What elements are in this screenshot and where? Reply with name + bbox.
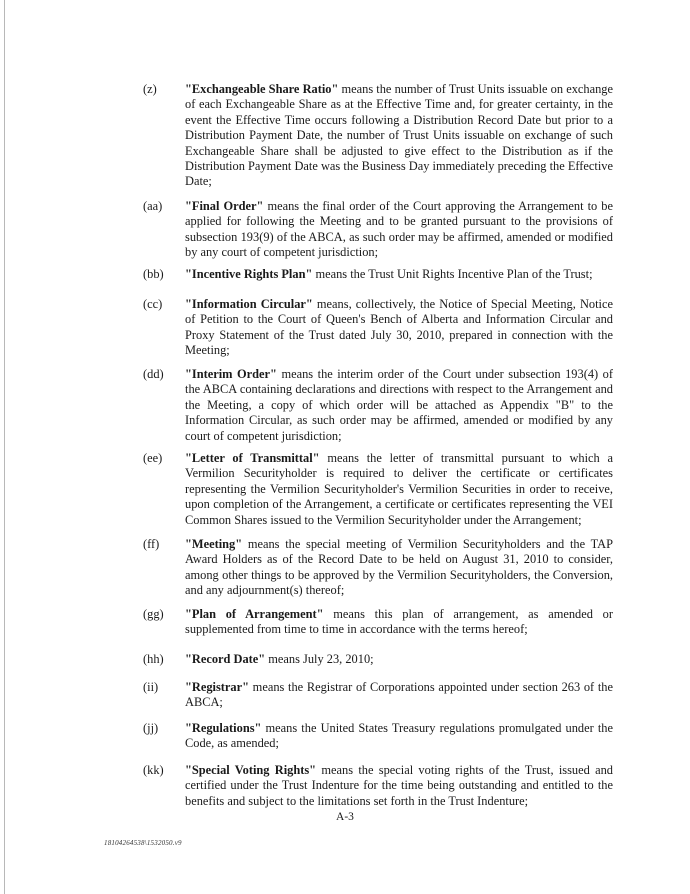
- page-number: A-3: [336, 811, 354, 823]
- definition-text: means the interim order of the Court under subsection 193(4) of the ABCA containing declarations and directions with respect to the Arrangement and the Meeting, a copy of which order will be attached as Appendix "B" to the Information Circular, as such order may be affirmed, amended or modified by any court of competent jurisdiction;: [185, 367, 613, 443]
- definition-term: "Meeting": [185, 537, 243, 551]
- definition-term: "Regulations": [185, 721, 262, 735]
- definition-label: (bb): [143, 267, 164, 281]
- definition-text: means the special voting rights of the Trust, issued and certified under the Trust Indenture for the time being outstanding and entitled to the benefits and subject to the limitations set forth in the Trust Indenture;: [185, 763, 613, 808]
- definition-body: [185, 297, 613, 359]
- definition-text: means the United States Treasury regulations promulgated under the Code, as amended;: [185, 721, 613, 751]
- definition-label: (cc): [143, 297, 163, 311]
- definition-body: [185, 267, 613, 282]
- definition-term: "Interim Order": [185, 367, 277, 381]
- definition-term: "Incentive Rights Plan": [185, 267, 313, 281]
- definition-text: means, collectively, the Notice of Special Meeting, Notice of Petition to the Court of Queen's Bench of Alberta and Information Circular and Proxy Statement of the Trust dated July 30, 2010, prepared in connection with the Meeting;: [185, 297, 614, 358]
- definition-term: "Information Circular": [185, 297, 313, 311]
- definition-label: (jj): [143, 721, 159, 735]
- definition-label: (aa): [143, 199, 163, 213]
- definition-text: means the final order of the Court approving the Arrangement to be applied for following the Meeting and to be granted pursuant to the provisions of subsection 193(9) of the ABCA, as such order may be affirmed, amended or modified by any court of competent jurisdiction;: [185, 199, 613, 260]
- definition-term: "Registrar": [185, 680, 249, 694]
- definition-body: [185, 721, 613, 752]
- definition-text: means the Trust Unit Rights Incentive Plan of the Trust;: [312, 267, 593, 281]
- definition-label: (hh): [143, 652, 164, 666]
- definition-term: "Final Order": [185, 199, 264, 213]
- definition-body: [185, 680, 613, 711]
- definition-label: (kk): [143, 763, 164, 777]
- definition-body: [185, 82, 613, 190]
- definition-body: [185, 652, 613, 667]
- definition-term: "Letter of Transmittal": [185, 451, 320, 465]
- definition-text: means this plan of arrangement, as amended or supplemented from time to time in accordance with the terms hereof;: [185, 607, 613, 637]
- definition-term: "Special Voting Rights": [185, 763, 317, 777]
- definition-text: means the letter of transmittal pursuant to which a Vermilion Securityholder is required to deliver the certificate or certificates representing the Vermilion Securityholder's Vermilion Securities in order to receive, upon completion of the Arrangement, a certificate or certificates representing the VEI Common Shares issued to the Vermilion Securityholder under the Arrangement;: [185, 451, 613, 527]
- definition-label: (ff): [143, 537, 160, 551]
- definition-label: (dd): [143, 367, 164, 381]
- definition-label: (gg): [143, 607, 164, 621]
- definition-text: means the number of Trust Units issuable on exchange of each Exchangeable Share as at the Effective Time and, for greater certainty, in the event the Effective Time occurs following a Distribution Record Date but prior to a Distribution Payment Date, the number of Trust Units issuable on exchange of such Exchangeable Share shall be adjusted to give effect to the Distribution as if the Distribution Payment Date was the Business Day immediately preceding the Effective Date;: [185, 82, 613, 189]
- definition-body: [185, 537, 613, 599]
- definition-term: "Record Date": [185, 652, 266, 666]
- definition-text: means July 23, 2010;: [265, 652, 374, 666]
- definition-body: [185, 763, 613, 809]
- definition-label: (ii): [143, 680, 159, 694]
- definition-body: [185, 607, 613, 638]
- definition-term: "Plan of Arrangement": [185, 607, 324, 621]
- definition-body: [185, 199, 613, 261]
- document-id: 18104264538\1532050.v9: [104, 839, 182, 847]
- definition-label: (ee): [143, 451, 163, 465]
- definition-body: [185, 367, 613, 444]
- definition-text: means the special meeting of Vermilion Securityholders and the TAP Award Holders as of the Record Date to be held on August 31, 2010 to consider, among other things to be approved by the Vermilion Securityholders, the Conversion, and any adjournment(s) thereof;: [185, 537, 613, 598]
- definition-term: "Exchangeable Share Ratio": [185, 82, 339, 96]
- definition-text: means the Registrar of Corporations appointed under section 263 of the ABCA;: [185, 680, 613, 710]
- scan-edge-line: [4, 0, 5, 894]
- definition-body: [185, 451, 613, 528]
- definition-label: (z): [143, 82, 157, 96]
